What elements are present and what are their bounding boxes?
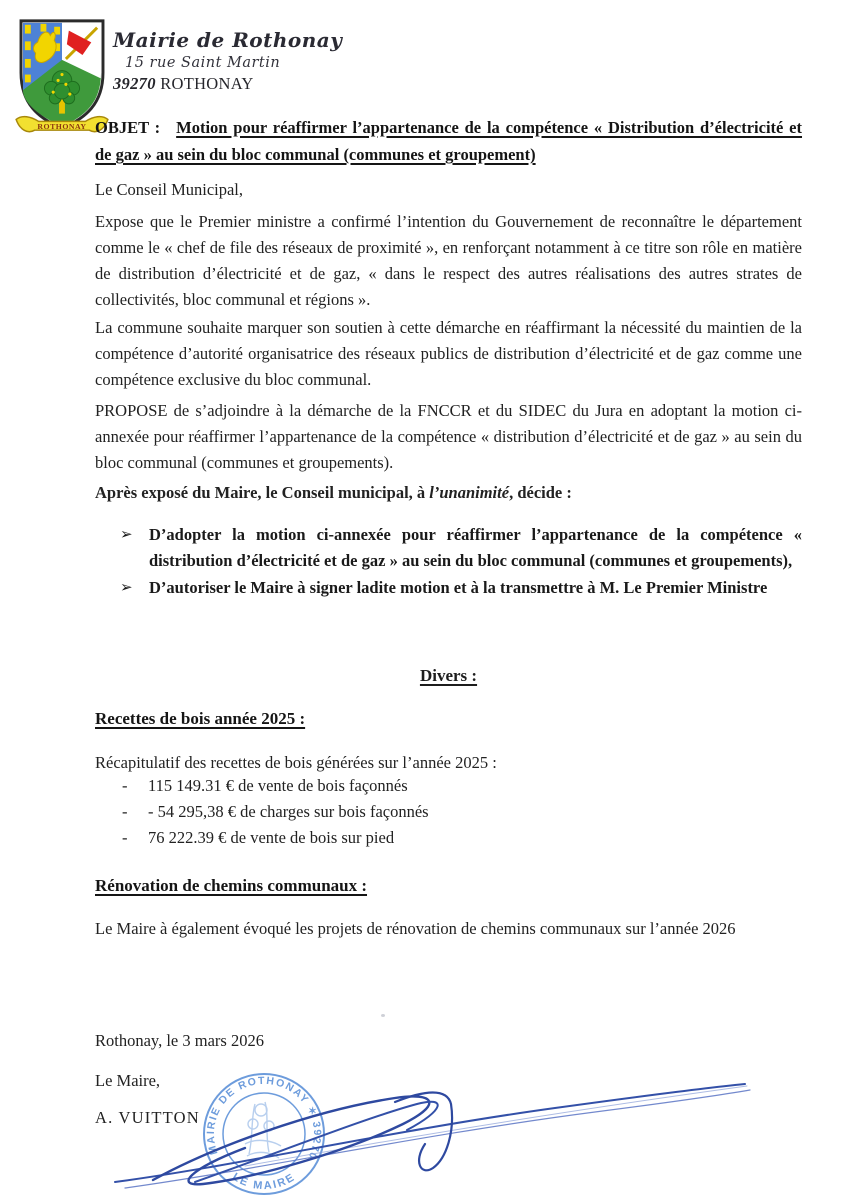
- paragraph-propose: PROPOSE de s’adjoindre à la démarche de la FNCCR et du SIDEC du Jura en adoptant la motion ci-annexée pour réaffirmer l’appartenance de la compétence « distribution d’électricité et de gaz » au sein du bloc communal (communes et groupements).: [95, 401, 802, 472]
- roads-text: Le Maire à également évoqué les projets de rénovation de chemins communaux sur l’année 2026: [95, 919, 736, 938]
- stamp-bottom-text: LE MAIRE: [230, 1170, 298, 1193]
- dash-bullet: -: [122, 776, 128, 795]
- list-item: - 76 222.39 € de vente de bois sur pied: [122, 825, 782, 851]
- wood-revenue-intro: Récapitulatif des recettes de bois générées sur l’année 2025 :: [95, 753, 497, 772]
- place-date: Rothonay, le 3 mars 2026: [95, 1031, 264, 1050]
- subject-text: Motion pour réaffirmer l’appartenance de la compétence « Distribution d’électricité et de gaz » au sein du bloc communal (communes et groupement): [95, 118, 803, 164]
- arrow-bullet-icon: ➢: [120, 527, 133, 543]
- paragraph-commune: La commune souhaite marquer son soutien à cette démarche en réaffirmant la nécessité du maintien de la compétence d’autorité organisatrice des réseaux publics de distribution d’électricité et de gaz comme une compétence exclusive du bloc communal.: [95, 318, 802, 389]
- wood-revenue-list: [122, 773, 782, 851]
- dash-bullet: -: [122, 802, 128, 821]
- letterhead: [113, 28, 342, 94]
- org-postal-code: 39270: [113, 74, 156, 93]
- signatory-name: A. VUITTON: [95, 1108, 200, 1127]
- list-item: - 115 149.31 € de vente de bois façonnés: [122, 773, 782, 799]
- arrow-bullet-icon: ➢: [120, 580, 133, 596]
- org-address: 15 rue Saint Martin: [125, 55, 281, 71]
- wood-revenue-heading: Recettes de bois année 2025 :: [95, 709, 306, 728]
- crest-banner-text: ROTHONAY: [37, 122, 87, 132]
- stamp-arc-text: MAIRIE DE ROTHONAY ✶ 39270: [204, 1074, 324, 1163]
- list-item: - - 54 295,38 € de charges sur bois façonnés: [122, 799, 782, 825]
- bullet-item-authorize: ➢ D’autoriser le Maire à signer ladite motion et à la transmettre à M. Le Premier Ministre: [120, 575, 802, 601]
- signatory-title: Le Maire,: [95, 1071, 161, 1090]
- dash-bullet: -: [122, 828, 128, 847]
- subject-line: [95, 114, 802, 168]
- divers-heading: Divers :: [419, 666, 478, 685]
- roads-heading: Rénovation de chemins communaux :: [95, 876, 368, 895]
- org-city-name: ROTHONAY: [160, 74, 254, 93]
- org-city: [113, 74, 342, 94]
- salutation: Le Conseil Municipal,: [95, 180, 244, 199]
- mayor-round-stamp: [204, 1074, 324, 1194]
- paragraph-expose: Expose que le Premier ministre a confirmé l’intention du Gouvernement de reconnaître le département comme le « chef de file des réseaux de proximité », en renforçant notamment à ce titre son rôle en matière de distribution d’électricité et de gaz, « dans le respect des autres réalisations des autres strates de collectivités, bloc communal et régions ».: [95, 212, 802, 309]
- decision-line: Après exposé du Maire, le Conseil municipal, à l’unanimité, décide :: [95, 483, 572, 502]
- decision-emphasis: l’unanimité: [429, 483, 510, 502]
- org-name: Mairie de Rothonay: [113, 28, 343, 52]
- stamp-and-signature: [95, 1046, 817, 1200]
- stamp-inner-crest: [245, 1102, 281, 1158]
- decision-bullets: [120, 522, 802, 601]
- bullet-item-adopt: ➢ D’adopter la motion ci-annexée pour réaffirmer l’appartenance de la compétence « distribution d’électricité et de gaz » au sein du bloc communal (communes et groupements),: [120, 522, 802, 574]
- scan-artifact-dot: [381, 1014, 385, 1017]
- subject-label: OBJET :: [95, 118, 161, 137]
